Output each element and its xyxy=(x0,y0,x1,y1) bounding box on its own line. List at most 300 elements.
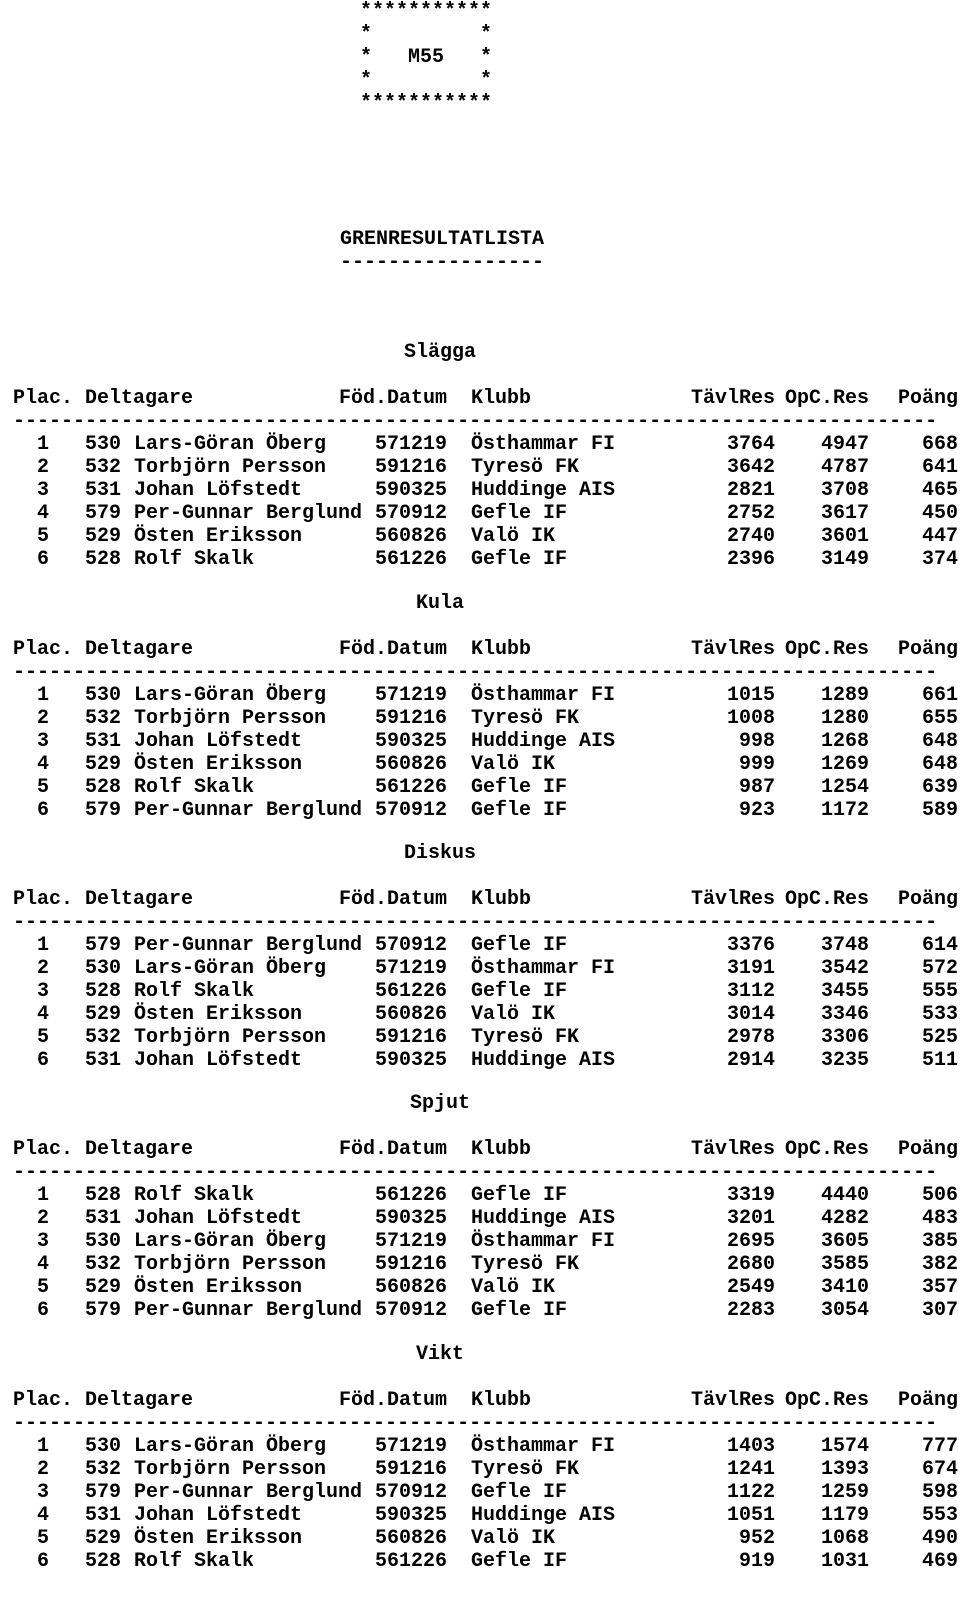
cell-name: Johan Löfstedt xyxy=(134,730,303,753)
cell-plac: 3 xyxy=(37,479,50,502)
cell-plac: 4 xyxy=(37,1253,50,1276)
banner-line: *********** xyxy=(360,0,493,23)
cell-opc: 1259 xyxy=(820,1481,869,1504)
column-header-klubb: Klubb xyxy=(471,387,532,410)
cell-poang: 465 xyxy=(921,479,958,502)
cell-plac: 5 xyxy=(37,1276,50,1299)
column-header-poang: Poäng xyxy=(897,638,958,661)
cell-nr: 532 xyxy=(85,707,122,730)
table-row xyxy=(0,1026,960,1049)
cell-opc: 3601 xyxy=(820,525,869,548)
cell-klubb: Valö IK xyxy=(471,753,556,776)
cell-plac: 6 xyxy=(37,1550,50,1573)
column-header-tavlres: TävlRes xyxy=(690,1389,775,1412)
cell-opc: 1574 xyxy=(820,1435,869,1458)
column-header-poang: Poäng xyxy=(897,387,958,410)
cell-plac: 6 xyxy=(37,1049,50,1072)
cell-plac: 5 xyxy=(37,1527,50,1550)
cell-tavl: 3201 xyxy=(726,1207,775,1230)
table-header xyxy=(0,1389,960,1412)
cell-plac: 2 xyxy=(37,1207,50,1230)
cell-opc: 1068 xyxy=(820,1527,869,1550)
cell-fod: 560826 xyxy=(375,1527,448,1550)
column-header-klubb: Klubb xyxy=(471,1389,532,1412)
column-header-deltagare: Deltagare xyxy=(85,638,194,661)
cell-opc: 1031 xyxy=(820,1550,869,1573)
cell-plac: 1 xyxy=(37,684,50,707)
column-header-plac: Plac. xyxy=(13,888,74,911)
cell-klubb: Valö IK xyxy=(471,525,556,548)
column-header-plac: Plac. xyxy=(13,1138,74,1161)
cell-poang: 648 xyxy=(921,730,958,753)
cell-opc: 1289 xyxy=(820,684,869,707)
cell-tavl: 2740 xyxy=(726,525,775,548)
page-title: GRENRESULTATLISTA xyxy=(340,228,545,251)
cell-tavl: 1122 xyxy=(726,1481,775,1504)
table-row xyxy=(0,1230,960,1253)
cell-klubb: Gefle IF xyxy=(471,1550,568,1573)
cell-fod: 591216 xyxy=(375,1253,448,1276)
table-row xyxy=(0,1184,960,1207)
cell-opc: 4440 xyxy=(820,1184,869,1207)
cell-poang: 641 xyxy=(921,456,958,479)
table-row xyxy=(0,1527,960,1550)
cell-nr: 528 xyxy=(85,776,122,799)
cell-fod: 561226 xyxy=(375,1550,448,1573)
cell-klubb: Östhammar FI xyxy=(471,684,616,707)
cell-plac: 4 xyxy=(37,1504,50,1527)
cell-poang: 511 xyxy=(921,1049,958,1072)
cell-poang: 469 xyxy=(921,1550,958,1573)
event-title: Kula xyxy=(415,592,464,615)
table-row xyxy=(0,1276,960,1299)
cell-plac: 4 xyxy=(37,1003,50,1026)
cell-nr: 579 xyxy=(85,934,122,957)
cell-name: Torbjörn Persson xyxy=(134,1026,327,1049)
cell-opc: 3306 xyxy=(820,1026,869,1049)
cell-klubb: Östhammar FI xyxy=(471,1230,616,1253)
table-row xyxy=(0,753,960,776)
cell-plac: 2 xyxy=(37,456,50,479)
cell-opc: 1393 xyxy=(820,1458,869,1481)
cell-name: Östen Eriksson xyxy=(134,525,303,548)
table-row xyxy=(0,934,960,957)
cell-fod: 570912 xyxy=(375,799,448,822)
cell-klubb: Huddinge AIS xyxy=(471,730,616,753)
table-row xyxy=(0,479,960,502)
cell-name: Lars-Göran Öberg xyxy=(134,684,327,707)
cell-klubb: Huddinge AIS xyxy=(471,1504,616,1527)
column-header-tavlres: TävlRes xyxy=(690,1138,775,1161)
cell-klubb: Östhammar FI xyxy=(471,1435,616,1458)
cell-name: Rolf Skalk xyxy=(134,1550,255,1573)
cell-plac: 3 xyxy=(37,1230,50,1253)
cell-nr: 531 xyxy=(85,479,122,502)
cell-opc: 4282 xyxy=(820,1207,869,1230)
cell-poang: 553 xyxy=(921,1504,958,1527)
column-header-opcres: OpC.Res xyxy=(784,888,869,911)
cell-poang: 639 xyxy=(921,776,958,799)
cell-fod: 571219 xyxy=(375,1435,448,1458)
table-row xyxy=(0,525,960,548)
table-row xyxy=(0,433,960,456)
cell-klubb: Gefle IF xyxy=(471,980,568,1003)
cell-nr: 530 xyxy=(85,1230,122,1253)
cell-nr: 530 xyxy=(85,433,122,456)
column-header-klubb: Klubb xyxy=(471,888,532,911)
cell-tavl: 1051 xyxy=(726,1504,775,1527)
table-row xyxy=(0,1458,960,1481)
cell-tavl: 999 xyxy=(738,753,775,776)
cell-klubb: Valö IK xyxy=(471,1003,556,1026)
table-rule: ----------------------------------------------------------------------------- xyxy=(13,661,938,684)
cell-tavl: 2283 xyxy=(726,1299,775,1322)
cell-opc: 1268 xyxy=(820,730,869,753)
column-header-tavlres: TävlRes xyxy=(690,888,775,911)
table-row xyxy=(0,1481,960,1504)
column-header-poang: Poäng xyxy=(897,1389,958,1412)
cell-fod: 591216 xyxy=(375,1458,448,1481)
cell-plac: 3 xyxy=(37,730,50,753)
cell-nr: 579 xyxy=(85,502,122,525)
cell-fod: 590325 xyxy=(375,1504,448,1527)
cell-name: Johan Löfstedt xyxy=(134,1049,303,1072)
column-header-poang: Poäng xyxy=(897,888,958,911)
table-row xyxy=(0,1504,960,1527)
table-row xyxy=(0,1003,960,1026)
cell-nr: 579 xyxy=(85,1481,122,1504)
cell-fod: 571219 xyxy=(375,433,448,456)
cell-tavl: 3376 xyxy=(726,934,775,957)
cell-opc: 4787 xyxy=(820,456,869,479)
cell-poang: 668 xyxy=(921,433,958,456)
cell-opc: 3054 xyxy=(820,1299,869,1322)
cell-name: Johan Löfstedt xyxy=(134,479,303,502)
cell-nr: 532 xyxy=(85,456,122,479)
cell-name: Per-Gunnar Berglund xyxy=(134,799,363,822)
cell-plac: 6 xyxy=(37,799,50,822)
cell-name: Rolf Skalk xyxy=(134,776,255,799)
cell-poang: 572 xyxy=(921,957,958,980)
cell-plac: 1 xyxy=(37,1184,50,1207)
cell-fod: 590325 xyxy=(375,1049,448,1072)
cell-nr: 532 xyxy=(85,1253,122,1276)
table-rule: ----------------------------------------------------------------------------- xyxy=(13,1161,938,1184)
cell-tavl: 2396 xyxy=(726,548,775,571)
cell-opc: 1269 xyxy=(820,753,869,776)
cell-tavl: 987 xyxy=(738,776,775,799)
column-header-klubb: Klubb xyxy=(471,1138,532,1161)
cell-poang: 525 xyxy=(921,1026,958,1049)
cell-klubb: Huddinge AIS xyxy=(471,1207,616,1230)
column-header-fod: Föd.Datum xyxy=(339,1138,448,1161)
cell-klubb: Gefle IF xyxy=(471,799,568,822)
column-header-tavlres: TävlRes xyxy=(690,638,775,661)
cell-name: Östen Eriksson xyxy=(134,753,303,776)
cell-poang: 307 xyxy=(921,1299,958,1322)
table-row xyxy=(0,1299,960,1322)
cell-fod: 570912 xyxy=(375,502,448,525)
cell-name: Per-Gunnar Berglund xyxy=(134,502,363,525)
cell-fod: 560826 xyxy=(375,1003,448,1026)
cell-poang: 483 xyxy=(921,1207,958,1230)
cell-opc: 1280 xyxy=(820,707,869,730)
cell-tavl: 2549 xyxy=(726,1276,775,1299)
cell-nr: 529 xyxy=(85,753,122,776)
column-header-deltagare: Deltagare xyxy=(85,1389,194,1412)
cell-klubb: Tyresö FK xyxy=(471,1458,580,1481)
cell-tavl: 2914 xyxy=(726,1049,775,1072)
cell-plac: 6 xyxy=(37,548,50,571)
cell-nr: 530 xyxy=(85,1435,122,1458)
cell-poang: 648 xyxy=(921,753,958,776)
cell-tavl: 2821 xyxy=(726,479,775,502)
cell-name: Rolf Skalk xyxy=(134,980,255,1003)
table-header xyxy=(0,387,960,410)
cell-poang: 555 xyxy=(921,980,958,1003)
cell-fod: 571219 xyxy=(375,684,448,707)
cell-poang: 447 xyxy=(921,525,958,548)
column-header-klubb: Klubb xyxy=(471,638,532,661)
cell-poang: 374 xyxy=(921,548,958,571)
cell-fod: 591216 xyxy=(375,456,448,479)
column-header-opcres: OpC.Res xyxy=(784,1138,869,1161)
cell-fod: 590325 xyxy=(375,479,448,502)
table-row xyxy=(0,502,960,525)
cell-opc: 3585 xyxy=(820,1253,869,1276)
cell-fod: 591216 xyxy=(375,707,448,730)
cell-opc: 1172 xyxy=(820,799,869,822)
cell-poang: 661 xyxy=(921,684,958,707)
cell-klubb: Gefle IF xyxy=(471,502,568,525)
cell-opc: 3149 xyxy=(820,548,869,571)
cell-tavl: 923 xyxy=(738,799,775,822)
cell-opc: 3617 xyxy=(820,502,869,525)
cell-plac: 4 xyxy=(37,753,50,776)
cell-poang: 614 xyxy=(921,934,958,957)
cell-klubb: Valö IK xyxy=(471,1527,556,1550)
cell-opc: 3346 xyxy=(820,1003,869,1026)
cell-opc: 1179 xyxy=(820,1504,869,1527)
cell-klubb: Gefle IF xyxy=(471,1299,568,1322)
cell-plac: 2 xyxy=(37,707,50,730)
table-row xyxy=(0,730,960,753)
table-row xyxy=(0,1207,960,1230)
column-header-deltagare: Deltagare xyxy=(85,387,194,410)
cell-fod: 570912 xyxy=(375,934,448,957)
cell-fod: 560826 xyxy=(375,1276,448,1299)
cell-klubb: Gefle IF xyxy=(471,1184,568,1207)
table-row xyxy=(0,776,960,799)
cell-klubb: Gefle IF xyxy=(471,934,568,957)
banner-line: * * xyxy=(360,69,493,92)
cell-tavl: 1015 xyxy=(726,684,775,707)
table-rule: ----------------------------------------------------------------------------- xyxy=(13,911,938,934)
cell-poang: 674 xyxy=(921,1458,958,1481)
banner-line: *********** xyxy=(360,92,493,115)
cell-poang: 450 xyxy=(921,502,958,525)
column-header-plac: Plac. xyxy=(13,638,74,661)
event-title: Slägga xyxy=(403,341,476,364)
cell-plac: 2 xyxy=(37,957,50,980)
table-rule: ----------------------------------------------------------------------------- xyxy=(13,1412,938,1435)
table-row xyxy=(0,1435,960,1458)
cell-nr: 531 xyxy=(85,730,122,753)
table-header xyxy=(0,1138,960,1161)
cell-name: Östen Eriksson xyxy=(134,1276,303,1299)
cell-tavl: 2752 xyxy=(726,502,775,525)
cell-plac: 6 xyxy=(37,1299,50,1322)
cell-plac: 5 xyxy=(37,1026,50,1049)
cell-fod: 571219 xyxy=(375,957,448,980)
column-header-tavlres: TävlRes xyxy=(690,387,775,410)
table-row xyxy=(0,548,960,571)
table-row xyxy=(0,980,960,1003)
cell-opc: 1254 xyxy=(820,776,869,799)
cell-nr: 532 xyxy=(85,1026,122,1049)
table-row xyxy=(0,1550,960,1573)
cell-opc: 3605 xyxy=(820,1230,869,1253)
cell-name: Lars-Göran Öberg xyxy=(134,1435,327,1458)
cell-fod: 590325 xyxy=(375,1207,448,1230)
cell-klubb: Huddinge AIS xyxy=(471,479,616,502)
cell-fod: 561226 xyxy=(375,980,448,1003)
cell-nr: 531 xyxy=(85,1504,122,1527)
cell-name: Rolf Skalk xyxy=(134,1184,255,1207)
cell-klubb: Valö IK xyxy=(471,1276,556,1299)
cell-tavl: 1403 xyxy=(726,1435,775,1458)
banner-line: * * xyxy=(360,23,493,46)
table-row xyxy=(0,799,960,822)
table-header xyxy=(0,638,960,661)
cell-fod: 590325 xyxy=(375,730,448,753)
cell-fod: 591216 xyxy=(375,1026,448,1049)
cell-name: Torbjörn Persson xyxy=(134,1253,327,1276)
cell-nr: 579 xyxy=(85,1299,122,1322)
column-header-fod: Föd.Datum xyxy=(339,1389,448,1412)
cell-nr: 529 xyxy=(85,1276,122,1299)
cell-fod: 560826 xyxy=(375,525,448,548)
cell-opc: 4947 xyxy=(820,433,869,456)
event-title: Spjut xyxy=(409,1092,470,1115)
cell-nr: 528 xyxy=(85,1184,122,1207)
cell-plac: 4 xyxy=(37,502,50,525)
cell-fod: 561226 xyxy=(375,548,448,571)
cell-nr: 529 xyxy=(85,1003,122,1026)
cell-name: Östen Eriksson xyxy=(134,1003,303,1026)
cell-fod: 571219 xyxy=(375,1230,448,1253)
event-title: Vikt xyxy=(415,1343,464,1366)
column-header-deltagare: Deltagare xyxy=(85,888,194,911)
cell-nr: 530 xyxy=(85,957,122,980)
cell-fod: 561226 xyxy=(375,776,448,799)
cell-plac: 1 xyxy=(37,433,50,456)
cell-klubb: Gefle IF xyxy=(471,776,568,799)
cell-klubb: Östhammar FI xyxy=(471,433,616,456)
cell-name: Per-Gunnar Berglund xyxy=(134,1481,363,1504)
cell-klubb: Tyresö FK xyxy=(471,1026,580,1049)
table-header xyxy=(0,888,960,911)
cell-plac: 3 xyxy=(37,1481,50,1504)
cell-klubb: Tyresö FK xyxy=(471,1253,580,1276)
cell-klubb: Gefle IF xyxy=(471,1481,568,1504)
cell-tavl: 3014 xyxy=(726,1003,775,1026)
cell-poang: 777 xyxy=(921,1435,958,1458)
cell-klubb: Tyresö FK xyxy=(471,707,580,730)
cell-opc: 3708 xyxy=(820,479,869,502)
cell-plac: 3 xyxy=(37,980,50,1003)
column-header-plac: Plac. xyxy=(13,387,74,410)
cell-plac: 5 xyxy=(37,776,50,799)
cell-nr: 529 xyxy=(85,1527,122,1550)
cell-nr: 528 xyxy=(85,1550,122,1573)
table-row xyxy=(0,707,960,730)
cell-poang: 533 xyxy=(921,1003,958,1026)
banner-line: * M55 * xyxy=(360,46,493,69)
cell-opc: 3410 xyxy=(820,1276,869,1299)
cell-tavl: 3764 xyxy=(726,433,775,456)
cell-tavl: 3191 xyxy=(726,957,775,980)
cell-tavl: 1241 xyxy=(726,1458,775,1481)
table-row xyxy=(0,456,960,479)
cell-plac: 1 xyxy=(37,1435,50,1458)
cell-fod: 570912 xyxy=(375,1299,448,1322)
cell-name: Östen Eriksson xyxy=(134,1527,303,1550)
cell-opc: 3748 xyxy=(820,934,869,957)
table-row xyxy=(0,1049,960,1072)
table-row xyxy=(0,957,960,980)
cell-klubb: Gefle IF xyxy=(471,548,568,571)
column-header-opcres: OpC.Res xyxy=(784,1389,869,1412)
cell-klubb: Tyresö FK xyxy=(471,456,580,479)
column-header-fod: Föd.Datum xyxy=(339,387,448,410)
cell-nr: 531 xyxy=(85,1049,122,1072)
cell-name: Torbjörn Persson xyxy=(134,1458,327,1481)
cell-nr: 529 xyxy=(85,525,122,548)
cell-tavl: 952 xyxy=(738,1527,775,1550)
cell-tavl: 919 xyxy=(738,1550,775,1573)
cell-tavl: 2695 xyxy=(726,1230,775,1253)
cell-plac: 1 xyxy=(37,934,50,957)
cell-poang: 382 xyxy=(921,1253,958,1276)
cell-plac: 5 xyxy=(37,525,50,548)
cell-opc: 3455 xyxy=(820,980,869,1003)
table-row xyxy=(0,1253,960,1276)
cell-tavl: 998 xyxy=(738,730,775,753)
cell-opc: 3235 xyxy=(820,1049,869,1072)
cell-poang: 655 xyxy=(921,707,958,730)
column-header-fod: Föd.Datum xyxy=(339,888,448,911)
column-header-opcres: OpC.Res xyxy=(784,387,869,410)
cell-fod: 570912 xyxy=(375,1481,448,1504)
cell-poang: 357 xyxy=(921,1276,958,1299)
cell-tavl: 1008 xyxy=(726,707,775,730)
cell-nr: 532 xyxy=(85,1458,122,1481)
cell-opc: 3542 xyxy=(820,957,869,980)
cell-tavl: 2680 xyxy=(726,1253,775,1276)
cell-name: Per-Gunnar Berglund xyxy=(134,1299,363,1322)
column-header-plac: Plac. xyxy=(13,1389,74,1412)
cell-poang: 490 xyxy=(921,1527,958,1550)
cell-poang: 598 xyxy=(921,1481,958,1504)
cell-name: Lars-Göran Öberg xyxy=(134,957,327,980)
cell-name: Lars-Göran Öberg xyxy=(134,1230,327,1253)
cell-name: Johan Löfstedt xyxy=(134,1504,303,1527)
cell-nr: 579 xyxy=(85,799,122,822)
cell-nr: 528 xyxy=(85,980,122,1003)
cell-poang: 589 xyxy=(921,799,958,822)
table-row xyxy=(0,684,960,707)
